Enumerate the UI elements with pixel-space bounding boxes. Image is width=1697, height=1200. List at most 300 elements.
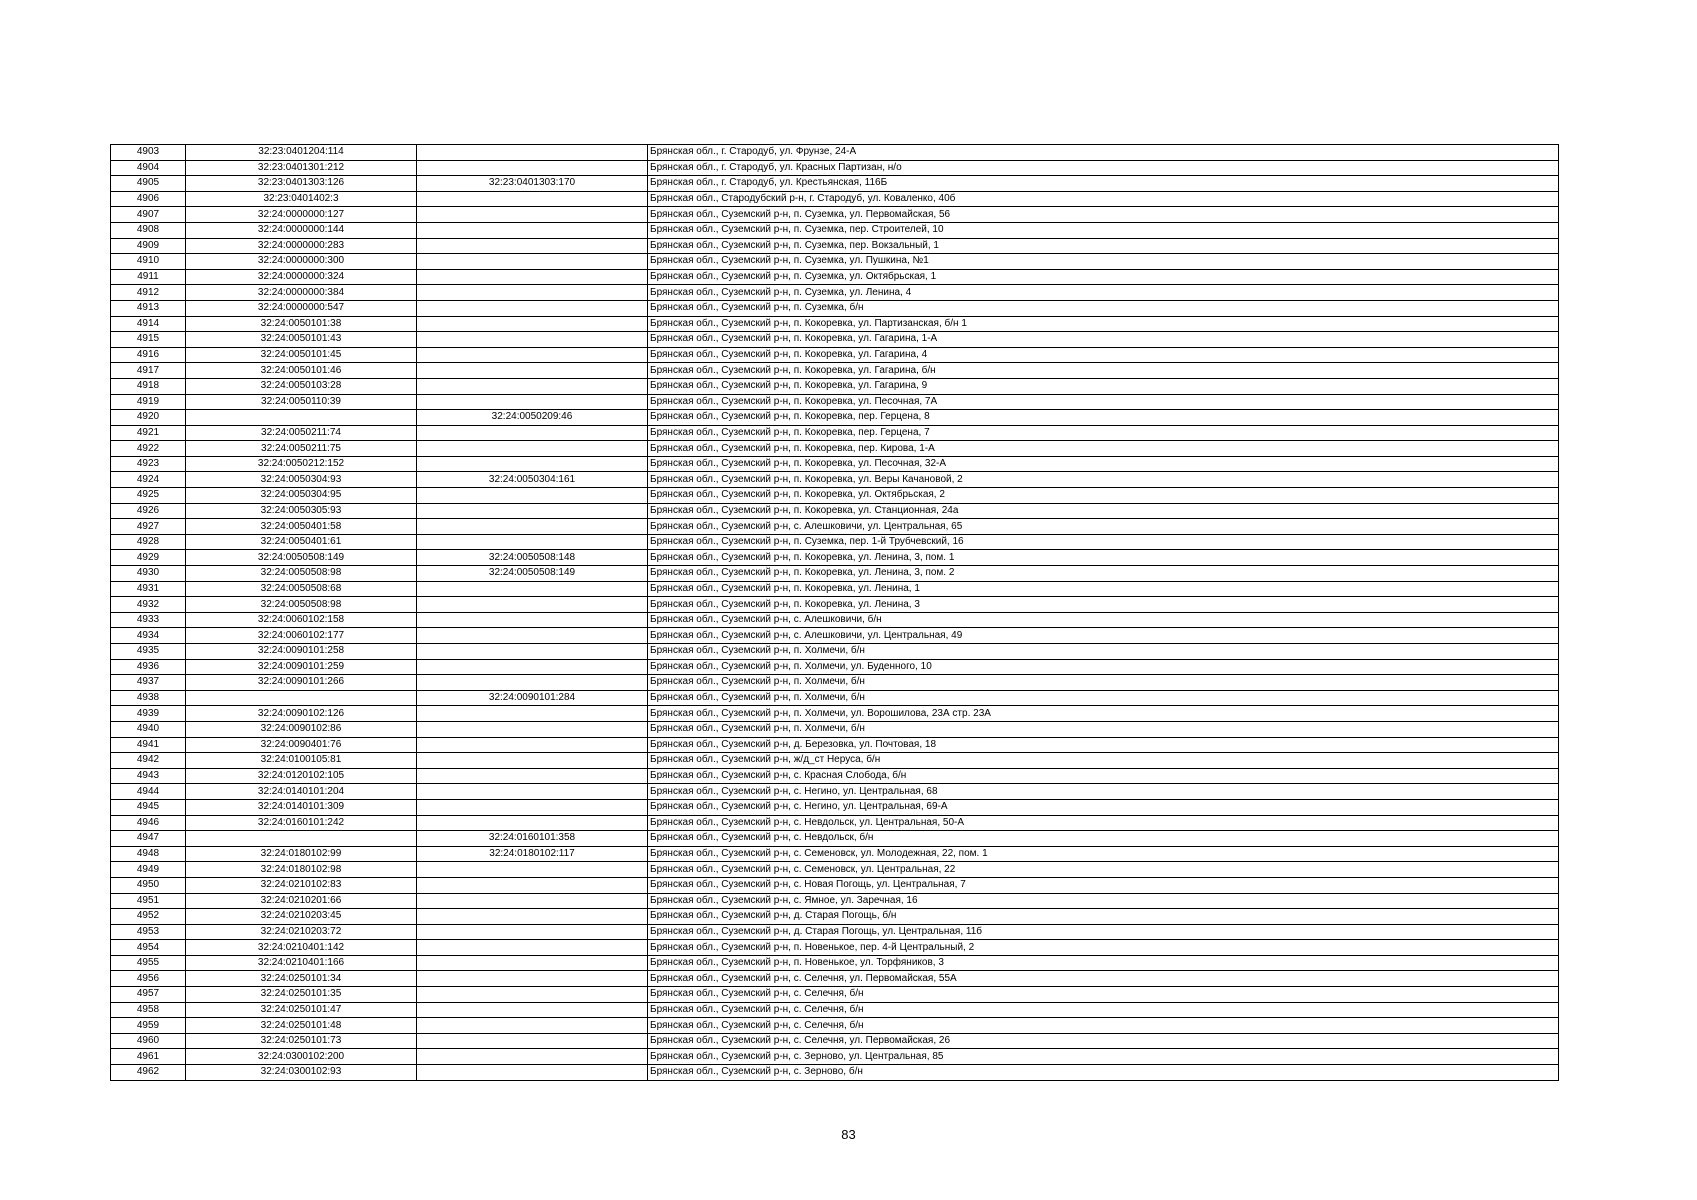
table-row (111, 145, 1559, 161)
building-cadastral-number-cell (417, 207, 648, 223)
address-cell: Брянская обл., Суземский р-н, п. Холмечи, ул. Ворошилова, 23А стр. 23А (648, 706, 1559, 722)
building-cadastral-number-cell (417, 1002, 648, 1018)
row-number-cell: 4916 (111, 347, 186, 363)
address-cell: Брянская обл., Суземский р-н, ж/д_ст Неруса, б/н (648, 753, 1559, 769)
address-cell: Брянская обл., Суземский р-н, п. Кокоревка, ул. Песочная, 32-А (648, 456, 1559, 472)
row-number-cell: 4962 (111, 1065, 186, 1081)
cadastral-number-cell: 32:24:0100105:81 (186, 753, 417, 769)
building-cadastral-number-cell (417, 238, 648, 254)
table-row (111, 347, 1559, 363)
cadastral-number-cell: 32:24:0210201:66 (186, 893, 417, 909)
cadastral-number-cell: 32:24:0210401:166 (186, 955, 417, 971)
address-cell: Брянская обл., Суземский р-н, с. Зерново, ул. Центральная, 85 (648, 1049, 1559, 1065)
address-cell: Брянская обл., Суземский р-н, п. Новенькое, ул. Торфяников, 3 (648, 955, 1559, 971)
address-cell: Брянская обл., Суземский р-н, п. Суземка, пер. Строителей, 10 (648, 222, 1559, 238)
row-number-cell: 4934 (111, 628, 186, 644)
row-number-cell: 4946 (111, 815, 186, 831)
address-cell: Брянская обл., Суземский р-н, п. Кокоревка, пер. Кирова, 1-А (648, 441, 1559, 457)
table-row (111, 1065, 1559, 1081)
row-number-cell: 4912 (111, 285, 186, 301)
row-number-cell: 4957 (111, 987, 186, 1003)
row-number-cell: 4928 (111, 534, 186, 550)
table-row (111, 877, 1559, 893)
address-cell: Брянская обл., Суземский р-н, с. Негино, ул. Центральная, 69-А (648, 799, 1559, 815)
address-cell: Брянская обл., Суземский р-н, п. Суземка, ул. Ленина, 4 (648, 285, 1559, 301)
table-row (111, 425, 1559, 441)
row-number-cell: 4955 (111, 955, 186, 971)
address-cell: Брянская обл., Суземский р-н, п. Суземка, пер. Вокзальный, 1 (648, 238, 1559, 254)
cadastral-number-cell: 32:24:0050110:39 (186, 394, 417, 410)
address-cell: Брянская обл., Суземский р-н, п. Кокоревка, ул. Ленина, 1 (648, 581, 1559, 597)
address-cell: Брянская обл., Суземский р-н, с. Селечня, б/н (648, 1002, 1559, 1018)
building-cadastral-number-cell (417, 441, 648, 457)
table-row (111, 316, 1559, 332)
row-number-cell: 4950 (111, 877, 186, 893)
building-cadastral-number-cell (417, 456, 648, 472)
address-cell: Брянская обл., Суземский р-н, д. Старая Погощь, ул. Центральная, 11б (648, 924, 1559, 940)
table-row (111, 784, 1559, 800)
building-cadastral-number-cell (417, 1018, 648, 1034)
address-cell: Брянская обл., Суземский р-н, п. Новенькое, пер. 4-й Центральный, 2 (648, 940, 1559, 956)
cadastral-number-cell: 32:24:0090401:76 (186, 737, 417, 753)
building-cadastral-number-cell (417, 581, 648, 597)
table-row (111, 254, 1559, 270)
address-cell: Брянская обл., Суземский р-н, п. Кокоревка, ул. Партизанская, б/н 1 (648, 316, 1559, 332)
address-cell: Брянская обл., Суземский р-н, с. Невдольск, ул. Центральная, 50-А (648, 815, 1559, 831)
row-number-cell: 4920 (111, 410, 186, 426)
building-cadastral-number-cell: 32:23:0401303:170 (417, 176, 648, 192)
building-cadastral-number-cell (417, 300, 648, 316)
table-row (111, 768, 1559, 784)
table-row (111, 644, 1559, 660)
cadastral-number-cell: 32:24:0050304:95 (186, 488, 417, 504)
row-number-cell: 4917 (111, 363, 186, 379)
row-number-cell: 4937 (111, 675, 186, 691)
cadastral-number-cell: 32:24:0050508:98 (186, 566, 417, 582)
cadastral-number-cell: 32:24:0050305:93 (186, 503, 417, 519)
row-number-cell: 4961 (111, 1049, 186, 1065)
address-cell: Брянская обл., Суземский р-н, п. Холмечи, б/н (648, 690, 1559, 706)
cadastral-number-cell: 32:24:0050103:28 (186, 378, 417, 394)
cadastral-number-cell: 32:24:0060102:158 (186, 612, 417, 628)
table-row (111, 410, 1559, 426)
cadastral-number-cell: 32:24:0250101:34 (186, 971, 417, 987)
cadastral-number-cell: 32:24:0250101:35 (186, 987, 417, 1003)
address-cell: Брянская обл., Суземский р-н, п. Кокоревка, ул. Ленина, 3 (648, 597, 1559, 613)
row-number-cell: 4923 (111, 456, 186, 472)
row-number-cell: 4907 (111, 207, 186, 223)
row-number-cell: 4951 (111, 893, 186, 909)
address-cell: Брянская обл., г. Стародуб, ул. Крестьянская, 116Б (648, 176, 1559, 192)
cadastral-number-cell: 32:24:0120102:105 (186, 768, 417, 784)
address-cell: Брянская обл., Суземский р-н, п. Кокоревка, ул. Песочная, 7А (648, 394, 1559, 410)
address-cell: Брянская обл., Суземский р-н, с. Алешковичи, ул. Центральная, 65 (648, 519, 1559, 535)
table-row (111, 519, 1559, 535)
building-cadastral-number-cell: 32:24:0090101:284 (417, 690, 648, 706)
table-row (111, 628, 1559, 644)
row-number-cell: 4933 (111, 612, 186, 628)
row-number-cell: 4939 (111, 706, 186, 722)
building-cadastral-number-cell: 32:24:0050508:149 (417, 566, 648, 582)
table-row (111, 909, 1559, 925)
building-cadastral-number-cell (417, 534, 648, 550)
row-number-cell: 4931 (111, 581, 186, 597)
table-row (111, 550, 1559, 566)
cadastral-number-cell: 32:24:0000000:127 (186, 207, 417, 223)
address-cell: Брянская обл., Суземский р-н, с. Селечня, ул. Первомайская, 55А (648, 971, 1559, 987)
building-cadastral-number-cell (417, 612, 648, 628)
table-row (111, 721, 1559, 737)
building-cadastral-number-cell (417, 644, 648, 660)
table-row (111, 332, 1559, 348)
address-cell: Брянская обл., г. Стародуб, ул. Фрунзе, 24-А (648, 145, 1559, 161)
building-cadastral-number-cell (417, 254, 648, 270)
table-row (111, 955, 1559, 971)
table-row (111, 597, 1559, 613)
address-cell: Брянская обл., Суземский р-н, с. Невдольск, б/н (648, 831, 1559, 847)
table-row (111, 893, 1559, 909)
address-cell: Брянская обл., Суземский р-н, с. Селечня, б/н (648, 1018, 1559, 1034)
cadastral-number-cell: 32:24:0090101:266 (186, 675, 417, 691)
cadastral-number-cell: 32:24:0210203:72 (186, 924, 417, 940)
address-cell: Брянская обл., Суземский р-н, п. Кокоревка, ул. Гагарина, 4 (648, 347, 1559, 363)
table-row (111, 566, 1559, 582)
address-cell: Брянская обл., Суземский р-н, с. Селечня, ул. Первомайская, 26 (648, 1033, 1559, 1049)
cadastral-number-cell: 32:24:0160101:242 (186, 815, 417, 831)
cadastral-number-cell: 32:24:0250101:73 (186, 1033, 417, 1049)
cadastral-number-cell: 32:24:0050401:58 (186, 519, 417, 535)
row-number-cell: 4918 (111, 378, 186, 394)
row-number-cell: 4947 (111, 831, 186, 847)
table-row (111, 862, 1559, 878)
table-row (111, 363, 1559, 379)
row-number-cell: 4921 (111, 425, 186, 441)
cadastral-number-cell: 32:24:0140101:204 (186, 784, 417, 800)
row-number-cell: 4919 (111, 394, 186, 410)
table-row (111, 394, 1559, 410)
table-row (111, 1002, 1559, 1018)
building-cadastral-number-cell: 32:24:0050304:161 (417, 472, 648, 488)
building-cadastral-number-cell (417, 269, 648, 285)
cadastral-number-cell: 32:24:0050508:98 (186, 597, 417, 613)
address-cell: Брянская обл., Суземский р-н, с. Алешковичи, б/н (648, 612, 1559, 628)
cadastral-number-cell (186, 690, 417, 706)
cadastral-number-cell: 32:24:0090101:259 (186, 659, 417, 675)
row-number-cell: 4941 (111, 737, 186, 753)
cadastral-number-cell: 32:24:0300102:200 (186, 1049, 417, 1065)
cadastral-number-cell: 32:24:0050211:75 (186, 441, 417, 457)
row-number-cell: 4954 (111, 940, 186, 956)
building-cadastral-number-cell (417, 628, 648, 644)
row-number-cell: 4938 (111, 690, 186, 706)
cadastral-number-cell: 32:24:0000000:324 (186, 269, 417, 285)
row-number-cell: 4943 (111, 768, 186, 784)
address-cell: Брянская обл., Суземский р-н, п. Кокоревка, ул. Ленина, 3, пом. 2 (648, 566, 1559, 582)
address-cell: Брянская обл., Суземский р-н, п. Холмечи, ул. Буденного, 10 (648, 659, 1559, 675)
table-row (111, 191, 1559, 207)
table-row (111, 503, 1559, 519)
cadastral-number-cell: 32:24:0050101:43 (186, 332, 417, 348)
table-row (111, 269, 1559, 285)
address-cell: Брянская обл., Суземский р-н, п. Холмечи, б/н (648, 721, 1559, 737)
building-cadastral-number-cell (417, 285, 648, 301)
row-number-cell: 4944 (111, 784, 186, 800)
row-number-cell: 4952 (111, 909, 186, 925)
cadastral-number-cell: 32:24:0090102:126 (186, 706, 417, 722)
cadastral-number-cell: 32:24:0300102:93 (186, 1065, 417, 1081)
building-cadastral-number-cell (417, 347, 648, 363)
address-cell: Брянская обл., Суземский р-н, п. Холмечи, б/н (648, 675, 1559, 691)
cadastral-number-cell: 32:24:0050508:149 (186, 550, 417, 566)
address-cell: Брянская обл., Суземский р-н, п. Кокоревка, пер. Герцена, 8 (648, 410, 1559, 426)
building-cadastral-number-cell (417, 1065, 648, 1081)
building-cadastral-number-cell (417, 1033, 648, 1049)
table-row (111, 675, 1559, 691)
building-cadastral-number-cell: 32:24:0050209:46 (417, 410, 648, 426)
address-cell: Брянская обл., Суземский р-н, с. Семеновск, ул. Молодежная, 22, пом. 1 (648, 846, 1559, 862)
cadastral-number-cell: 32:24:0050101:45 (186, 347, 417, 363)
cadastral-number-cell: 32:24:0060102:177 (186, 628, 417, 644)
table-row (111, 378, 1559, 394)
table-row (111, 815, 1559, 831)
cadastral-number-cell: 32:24:0090101:258 (186, 644, 417, 660)
row-number-cell: 4913 (111, 300, 186, 316)
address-cell: Брянская обл., Суземский р-н, п. Кокоревка, ул. Октябрьская, 2 (648, 488, 1559, 504)
cadastral-number-cell: 32:24:0050401:61 (186, 534, 417, 550)
row-number-cell: 4905 (111, 176, 186, 192)
row-number-cell: 4914 (111, 316, 186, 332)
cadastral-number-cell: 32:24:0050304:93 (186, 472, 417, 488)
address-cell: Брянская обл., Суземский р-н, п. Кокоревка, ул. Гагарина, 1-А (648, 332, 1559, 348)
address-cell: Брянская обл., г. Стародуб, ул. Красных Партизан, н/о (648, 160, 1559, 176)
building-cadastral-number-cell (417, 191, 648, 207)
cadastral-number-cell: 32:24:0050508:68 (186, 581, 417, 597)
row-number-cell: 4904 (111, 160, 186, 176)
row-number-cell: 4956 (111, 971, 186, 987)
building-cadastral-number-cell: 32:24:0180102:117 (417, 846, 648, 862)
row-number-cell: 4940 (111, 721, 186, 737)
cadastral-number-cell: 32:24:0050101:38 (186, 316, 417, 332)
table-row (111, 1018, 1559, 1034)
building-cadastral-number-cell (417, 924, 648, 940)
address-cell: Брянская обл., Суземский р-н, д. Старая Погощь, б/н (648, 909, 1559, 925)
cadastral-number-cell: 32:24:0090102:86 (186, 721, 417, 737)
registry-table (110, 144, 1559, 1081)
building-cadastral-number-cell (417, 909, 648, 925)
building-cadastral-number-cell (417, 721, 648, 737)
address-cell: Брянская обл., Суземский р-н, п. Кокоревка, ул. Веры Качановой, 2 (648, 472, 1559, 488)
row-number-cell: 4903 (111, 145, 186, 161)
row-number-cell: 4927 (111, 519, 186, 535)
address-cell: Брянская обл., Суземский р-н, с. Новая Погощь, ул. Центральная, 7 (648, 877, 1559, 893)
address-cell: Брянская обл., Суземский р-н, п. Кокоревка, ул. Гагарина, б/н (648, 363, 1559, 379)
row-number-cell: 4915 (111, 332, 186, 348)
cadastral-number-cell: 32:24:0210102:83 (186, 877, 417, 893)
cadastral-number-cell: 32:24:0140101:309 (186, 799, 417, 815)
cadastral-number-cell: 32:24:0000000:384 (186, 285, 417, 301)
cadastral-number-cell: 32:23:0401204:114 (186, 145, 417, 161)
building-cadastral-number-cell (417, 955, 648, 971)
cadastral-number-cell: 32:24:0210401:142 (186, 940, 417, 956)
cadastral-number-cell: 32:24:0250101:48 (186, 1018, 417, 1034)
row-number-cell: 4925 (111, 488, 186, 504)
address-cell: Брянская обл., Суземский р-н, с. Ямное, ул. Заречная, 16 (648, 893, 1559, 909)
cadastral-number-cell: 32:24:0050211:74 (186, 425, 417, 441)
building-cadastral-number-cell (417, 659, 648, 675)
table-row (111, 753, 1559, 769)
building-cadastral-number-cell (417, 425, 648, 441)
table-row (111, 706, 1559, 722)
cadastral-number-cell: 32:24:0000000:300 (186, 254, 417, 270)
address-cell: Брянская обл., Суземский р-н, с. Семеновск, ул. Центральная, 22 (648, 862, 1559, 878)
building-cadastral-number-cell (417, 940, 648, 956)
address-cell: Брянская обл., Стародубский р-н, г. Стародуб, ул. Коваленко, 40б (648, 191, 1559, 207)
cadastral-number-cell: 32:24:0210203:45 (186, 909, 417, 925)
building-cadastral-number-cell (417, 1049, 648, 1065)
table-row (111, 971, 1559, 987)
table-row (111, 1049, 1559, 1065)
cadastral-number-cell: 32:24:0180102:99 (186, 846, 417, 862)
cadastral-number-cell: 32:23:0401301:212 (186, 160, 417, 176)
table-row (111, 285, 1559, 301)
table-row (111, 441, 1559, 457)
table-row (111, 300, 1559, 316)
registry-table-body (111, 145, 1559, 1081)
building-cadastral-number-cell (417, 799, 648, 815)
table-row (111, 238, 1559, 254)
row-number-cell: 4959 (111, 1018, 186, 1034)
building-cadastral-number-cell: 32:24:0050508:148 (417, 550, 648, 566)
table-row (111, 831, 1559, 847)
row-number-cell: 4949 (111, 862, 186, 878)
building-cadastral-number-cell (417, 222, 648, 238)
row-number-cell: 4908 (111, 222, 186, 238)
cadastral-number-cell: 32:24:0180102:98 (186, 862, 417, 878)
building-cadastral-number-cell (417, 378, 648, 394)
row-number-cell: 4932 (111, 597, 186, 613)
address-cell: Брянская обл., Суземский р-н, п. Суземка, ул. Первомайская, 56 (648, 207, 1559, 223)
building-cadastral-number-cell (417, 519, 648, 535)
address-cell: Брянская обл., Суземский р-н, п. Суземка, пер. 1-й Трубчевский, 16 (648, 534, 1559, 550)
cadastral-number-cell: 32:23:0401402:3 (186, 191, 417, 207)
table-row (111, 612, 1559, 628)
building-cadastral-number-cell (417, 675, 648, 691)
table-row (111, 1033, 1559, 1049)
building-cadastral-number-cell (417, 394, 648, 410)
table-row (111, 924, 1559, 940)
building-cadastral-number-cell (417, 597, 648, 613)
row-number-cell: 4929 (111, 550, 186, 566)
building-cadastral-number-cell: 32:24:0160101:358 (417, 831, 648, 847)
address-cell: Брянская обл., Суземский р-н, с. Зерново, б/н (648, 1065, 1559, 1081)
building-cadastral-number-cell (417, 987, 648, 1003)
building-cadastral-number-cell (417, 893, 648, 909)
building-cadastral-number-cell (417, 503, 648, 519)
cadastral-number-cell: 32:24:0250101:47 (186, 1002, 417, 1018)
table-row (111, 534, 1559, 550)
address-cell: Брянская обл., Суземский р-н, с. Красная Слобода, б/н (648, 768, 1559, 784)
cadastral-number-cell: 32:24:0000000:283 (186, 238, 417, 254)
table-row (111, 488, 1559, 504)
address-cell: Брянская обл., Суземский р-н, с. Селечня, б/н (648, 987, 1559, 1003)
cadastral-number-cell (186, 831, 417, 847)
cadastral-number-cell: 32:24:0000000:547 (186, 300, 417, 316)
row-number-cell: 4953 (111, 924, 186, 940)
row-number-cell: 4958 (111, 1002, 186, 1018)
row-number-cell: 4911 (111, 269, 186, 285)
row-number-cell: 4942 (111, 753, 186, 769)
building-cadastral-number-cell (417, 862, 648, 878)
building-cadastral-number-cell (417, 877, 648, 893)
address-cell: Брянская обл., Суземский р-н, п. Кокоревка, ул. Станционная, 24а (648, 503, 1559, 519)
building-cadastral-number-cell (417, 488, 648, 504)
address-cell: Брянская обл., Суземский р-н, с. Негино, ул. Центральная, 68 (648, 784, 1559, 800)
row-number-cell: 4910 (111, 254, 186, 270)
building-cadastral-number-cell (417, 737, 648, 753)
row-number-cell: 4930 (111, 566, 186, 582)
row-number-cell: 4960 (111, 1033, 186, 1049)
table-row (111, 160, 1559, 176)
table-row (111, 207, 1559, 223)
address-cell: Брянская обл., Суземский р-н, с. Алешковичи, ул. Центральная, 49 (648, 628, 1559, 644)
address-cell: Брянская обл., Суземский р-н, п. Суземка, б/н (648, 300, 1559, 316)
row-number-cell: 4945 (111, 799, 186, 815)
address-cell: Брянская обл., Суземский р-н, п. Холмечи, б/н (648, 644, 1559, 660)
table-row (111, 737, 1559, 753)
table-row (111, 690, 1559, 706)
table-row (111, 222, 1559, 238)
row-number-cell: 4906 (111, 191, 186, 207)
address-cell: Брянская обл., Суземский р-н, п. Кокоревка, ул. Ленина, 3, пом. 1 (648, 550, 1559, 566)
building-cadastral-number-cell (417, 706, 648, 722)
table-row (111, 987, 1559, 1003)
building-cadastral-number-cell (417, 784, 648, 800)
address-cell: Брянская обл., Суземский р-н, д. Березовка, ул. Почтовая, 18 (648, 737, 1559, 753)
table-row (111, 846, 1559, 862)
row-number-cell: 4936 (111, 659, 186, 675)
address-cell: Брянская обл., Суземский р-н, п. Суземка, ул. Октябрьская, 1 (648, 269, 1559, 285)
row-number-cell: 4926 (111, 503, 186, 519)
row-number-cell: 4935 (111, 644, 186, 660)
page-number: 83 (841, 1127, 856, 1142)
table-row (111, 659, 1559, 675)
building-cadastral-number-cell (417, 363, 648, 379)
cadastral-number-cell: 32:24:0000000:144 (186, 222, 417, 238)
building-cadastral-number-cell (417, 316, 648, 332)
building-cadastral-number-cell (417, 815, 648, 831)
cadastral-number-cell (186, 410, 417, 426)
table-row (111, 581, 1559, 597)
building-cadastral-number-cell (417, 160, 648, 176)
building-cadastral-number-cell (417, 332, 648, 348)
address-cell: Брянская обл., Суземский р-н, п. Суземка, ул. Пушкина, №1 (648, 254, 1559, 270)
row-number-cell: 4924 (111, 472, 186, 488)
table-row (111, 456, 1559, 472)
cadastral-number-cell: 32:24:0050101:46 (186, 363, 417, 379)
cadastral-number-cell: 32:24:0050212:152 (186, 456, 417, 472)
building-cadastral-number-cell (417, 753, 648, 769)
cadastral-number-cell: 32:23:0401303:126 (186, 176, 417, 192)
address-cell: Брянская обл., Суземский р-н, п. Кокоревка, пер. Герцена, 7 (648, 425, 1559, 441)
building-cadastral-number-cell (417, 145, 648, 161)
address-cell: Брянская обл., Суземский р-н, п. Кокоревка, ул. Гагарина, 9 (648, 378, 1559, 394)
row-number-cell: 4922 (111, 441, 186, 457)
table-row (111, 176, 1559, 192)
table-row (111, 472, 1559, 488)
row-number-cell: 4909 (111, 238, 186, 254)
building-cadastral-number-cell (417, 768, 648, 784)
table-row (111, 799, 1559, 815)
